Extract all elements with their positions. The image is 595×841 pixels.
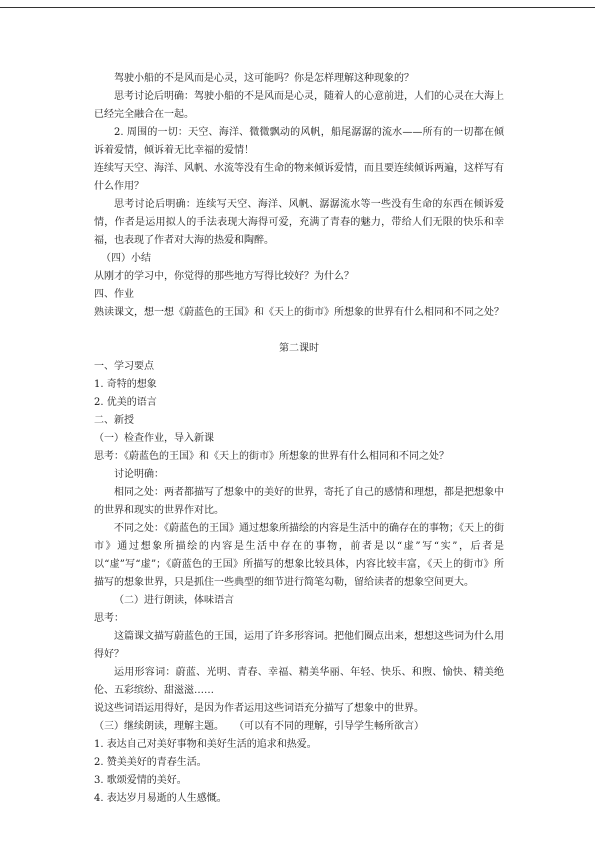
paragraph: 2. 周围的一切：天空、海洋、微微飘动的风帆，船尾潺潺的流水——所有的一切都在倾诉着爱情，倾诉着无比幸福的爱情！ <box>94 127 504 156</box>
paragraph: 连续写天空、海洋、风帆、水流等没有生命的物来倾诉爱情，而且要连续倾诉两遍，这样写有什么作用？ <box>94 163 504 192</box>
document-body <box>94 70 504 808</box>
list-item: 2. 赞美美好的青春生活。 <box>94 757 207 768</box>
header-rule <box>0 7 595 8</box>
list-item: 2. 优美的语言 <box>94 397 157 408</box>
list-item: 4. 表达岁月易逝的人生感慨。 <box>94 793 227 804</box>
paragraph: 说这些词语运用得好，是因为作者运用这些词语充分描写了想象中的世界。 <box>94 703 424 714</box>
section-subheading: （三）继续朗读，理解主题。 （可以有不同的理解，引导学生畅所欲言） <box>94 721 424 732</box>
paragraph: 从刚才的学习中，你觉得的那些地方写得比较好？为什么？ <box>94 271 354 282</box>
spacer <box>94 322 504 340</box>
list-item: 3. 歌颂爱情的美好。 <box>94 775 187 786</box>
paragraph: 思考： <box>94 613 124 624</box>
section-heading: 四、作业 <box>94 289 134 300</box>
paragraph: 思考讨论后明确：连续写天空、海洋、风帆、潺潺流水等一些没有生命的东西在倾诉爱情，作者是运用拟人的手法表现大海得可爱，充满了青春的魅力，带给人们无限的快乐和幸福，也表现了作者对大海的热爱和陶醉。 <box>94 199 504 246</box>
section-subheading: （四）小结 <box>101 253 151 264</box>
paragraph: 讨论明确： <box>114 469 164 480</box>
section-subheading: （一）检查作业，导入新课 <box>94 433 214 444</box>
lesson-heading: 第二课时 <box>279 343 319 354</box>
paragraph: 相同之处：两者都描写了想象中的美好的世界，寄托了自己的感情和理想，都是把想象中的世界和现实的世界作对比。 <box>94 487 504 516</box>
paragraph: 不同之处：《蔚蓝色的王国》通过想象所描绘的内容是生活中的确存在的事物；《天上的街市》通过想象所描绘的内容是生活中存在的事物，前者是以“虚”写“实”，后者是以“虚”写“虚”；《蔚蓝色的王国》所描写的想象比较具体，内容比较丰富，《天上的街市》所描写的想象世界，只是抓住一些典型的细节进行简笔勾勒，留给读者的想象空间更大。 <box>94 523 504 588</box>
list-item: 1. 表达自己对美好事物和美好生活的追求和热爱。 <box>94 739 317 750</box>
section-heading: 一、学习要点 <box>94 361 154 372</box>
list-item: 1. 奇特的想象 <box>94 379 157 390</box>
paragraph: 运用形容词：蔚蓝、光明、青春、幸福、精美华丽、年轻、快乐、和煦、愉快、精美绝伦、五彩缤纷、甜滋滋…… <box>94 667 504 696</box>
paragraph: 驾驶小船的不是风而是心灵，这可能吗？你是怎样理解这种现象的？ <box>114 73 414 84</box>
paragraph: 这篇课文描写蔚蓝色的王国，运用了许多形容词。把他们圈点出来，想想这些词为什么用得好？ <box>94 631 504 660</box>
section-subheading: （二）进行朗读，体味语言 <box>114 595 234 606</box>
paragraph: 思考讨论后明确：驾驶小船的不是风而是心灵，随着人的心意前进，人们的心灵在大海上已经完全融合在一起。 <box>94 91 504 120</box>
section-heading: 二、新授 <box>94 415 134 426</box>
paragraph: 熟读课文，想一想《蔚蓝色的王国》和《天上的街市》所想象的世界有什么相同和不同之处？ <box>94 307 504 318</box>
paragraph: 思考：《蔚蓝色的王国》和《天上的街市》所想象的世界有什么相同和不同之处？ <box>94 451 449 462</box>
